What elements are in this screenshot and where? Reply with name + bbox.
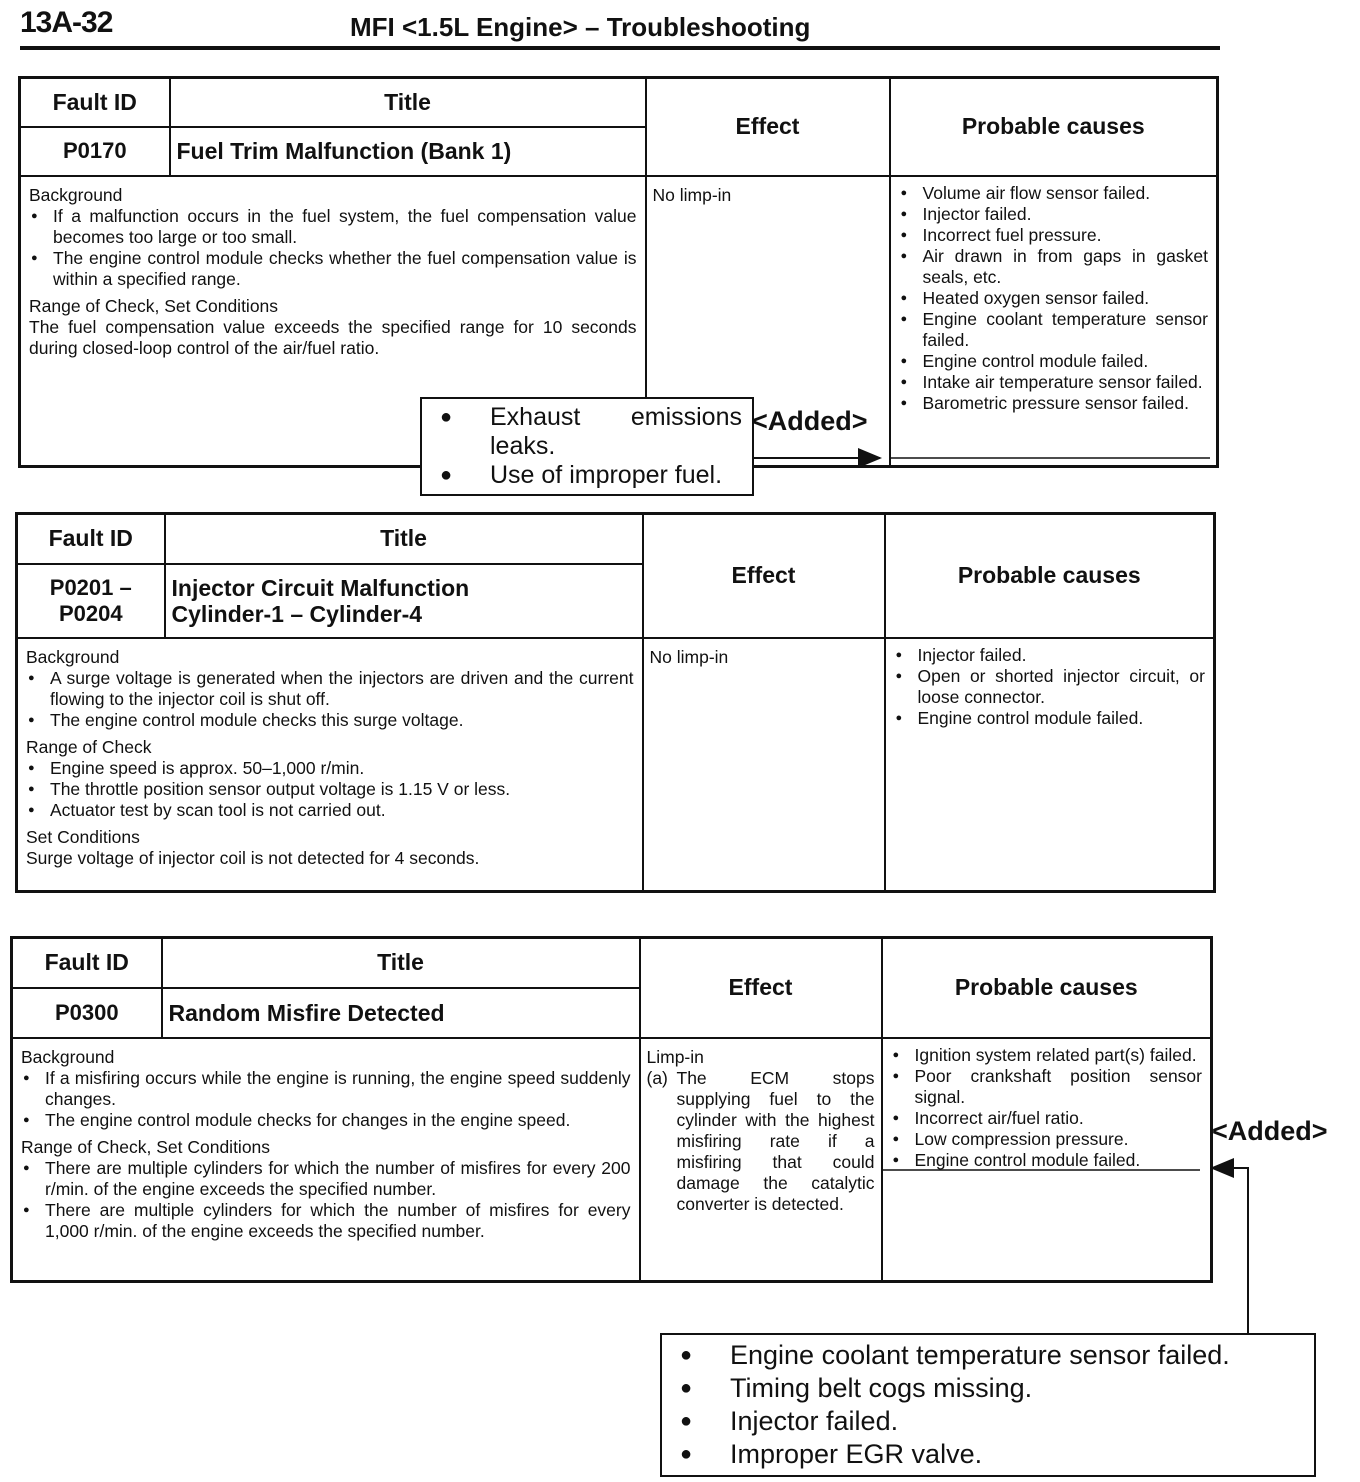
cause-item: ● Incorrect air/fuel ratio.	[891, 1108, 1203, 1129]
fault-title: Fuel Trim Malfunction (Bank 1)	[170, 127, 646, 176]
background-item: ● The engine control module checks whether the fuel compensation value is within a specified range.	[29, 248, 637, 290]
added-label: <Added>	[752, 406, 868, 436]
cause-item: ● Ignition system related part(s) failed.	[891, 1045, 1203, 1066]
cause-item: ● Injector failed.	[899, 204, 1209, 225]
range-label: Range of Check	[26, 736, 152, 757]
cause-item: ● Engine control module failed.	[894, 708, 1206, 729]
cause-item: ● Engine control module failed.	[891, 1150, 1203, 1171]
cause-item: ● Poor crankshaft position sensor signal.	[891, 1066, 1203, 1108]
col-header-causes: Probable causes	[890, 78, 1218, 176]
col-header-fault-id: Fault ID	[20, 78, 170, 127]
cause-item: ● Heated oxygen sensor failed.	[899, 288, 1209, 309]
background-label: Background	[29, 184, 123, 205]
background-item: ● The engine control module checks for changes in the engine speed.	[21, 1110, 631, 1131]
cause-item: ● Intake air temperature sensor failed.	[899, 372, 1209, 393]
background-item: ● If a misfiring occurs while the engine is running, the engine speed suddenly changes.	[21, 1068, 631, 1110]
fault-id: P0300	[12, 988, 162, 1038]
col-header-title: Title	[162, 938, 640, 988]
range-item: ● There are multiple cylinders for which the number of misfires for every 200 r/min. of the engine exceeds the specified number.	[21, 1158, 631, 1200]
cause-item: ● Injector failed.	[894, 645, 1206, 666]
arrow-line	[1212, 1168, 1248, 1334]
cause-item: ● Volume air flow sensor failed.	[899, 183, 1209, 204]
set-text: Surge voltage of injector coil is not detected for 4 seconds.	[26, 847, 480, 868]
added-causes-box	[420, 397, 754, 496]
col-header-fault-id: Fault ID	[17, 514, 165, 564]
effect-text: No limp-in	[649, 646, 729, 667]
col-header-causes: Probable causes	[885, 514, 1215, 638]
added-item: ● Injector failed.	[672, 1405, 1304, 1438]
effect-text: The ECM stops supplying fuel to the cylinder with the highest misfiring rate if a misfiring that could damage the catalytic converter is detected.	[676, 1067, 875, 1214]
range-item: ● The throttle position sensor output voltage is 1.15 V or less.	[26, 779, 634, 800]
set-label: Set Conditions	[26, 826, 140, 847]
fault-title-line: Cylinder-1 – Cylinder-4	[171, 600, 423, 627]
col-header-effect: Effect	[646, 78, 890, 176]
col-header-title: Title	[165, 514, 643, 564]
background-label: Background	[21, 1046, 115, 1067]
range-item: ● There are multiple cylinders for which the number of misfires for every 1,000 r/min. of the engine exceeds the specified number.	[21, 1200, 631, 1242]
cause-item: ● Low compression pressure.	[891, 1129, 1203, 1150]
cause-item: ● Air drawn in from gaps in gasket seals, etc.	[899, 246, 1209, 288]
fault-title-line: Injector Circuit Malfunction	[171, 574, 470, 601]
effect-sub-label: (a)	[646, 1067, 668, 1088]
cause-item: ● Engine control module failed.	[899, 351, 1209, 372]
added-item: ● Engine coolant temperature sensor failed.	[672, 1339, 1304, 1372]
added-causes-box	[660, 1333, 1316, 1477]
range-item: ● Engine speed is approx. 50–1,000 r/min.	[26, 758, 634, 779]
cause-item: ● Open or shorted injector circuit, or loose connector.	[894, 666, 1206, 708]
effect-label: Limp-in	[646, 1046, 704, 1067]
cause-item: ● Engine coolant temperature sensor failed.	[899, 309, 1209, 351]
col-header-effect: Effect	[640, 938, 882, 1038]
col-header-effect: Effect	[643, 514, 885, 638]
col-header-title: Title	[170, 78, 646, 127]
background-item: ● A surge voltage is generated when the injectors are driven and the current flowing to the injector coil is shut off.	[26, 668, 634, 710]
page-title: MFI <1.5L Engine> – Troubleshooting	[350, 12, 811, 42]
fault-id-line: P0201 –	[49, 574, 132, 600]
added-item: ● Improper EGR valve.	[672, 1438, 1304, 1471]
page-number: 13A-32	[20, 6, 113, 39]
added-label: <Added>	[1212, 1116, 1328, 1146]
cause-item: ● Incorrect fuel pressure.	[899, 225, 1209, 246]
effect-text: No limp-in	[652, 184, 732, 205]
fault-title: Random Misfire Detected	[162, 988, 640, 1038]
col-header-causes: Probable causes	[882, 938, 1212, 1038]
background-label: Background	[26, 646, 120, 667]
background-item: ● If a malfunction occurs in the fuel system, the fuel compensation value becomes too large or too small.	[29, 206, 637, 248]
range-text: The fuel compensation value exceeds the specified range for 10 seconds during closed-loop control of the air/fuel ratio.	[29, 316, 637, 358]
added-item: ● Use of improper fuel.	[432, 461, 742, 490]
cause-item: ● Barometric pressure sensor failed.	[899, 393, 1209, 414]
added-item: ● Timing belt cogs missing.	[672, 1372, 1304, 1405]
background-item: ● The engine control module checks this surge voltage.	[26, 710, 634, 731]
col-header-fault-id: Fault ID	[12, 938, 162, 988]
range-item: ● Actuator test by scan tool is not carried out.	[26, 800, 634, 821]
range-label: Range of Check, Set Conditions	[21, 1136, 271, 1157]
range-label: Range of Check, Set Conditions	[29, 295, 279, 316]
fault-id-line: P0204	[58, 600, 123, 626]
added-item: ● Exhaust emissions leaks.	[432, 403, 742, 461]
fault-id: P0170	[20, 127, 170, 176]
